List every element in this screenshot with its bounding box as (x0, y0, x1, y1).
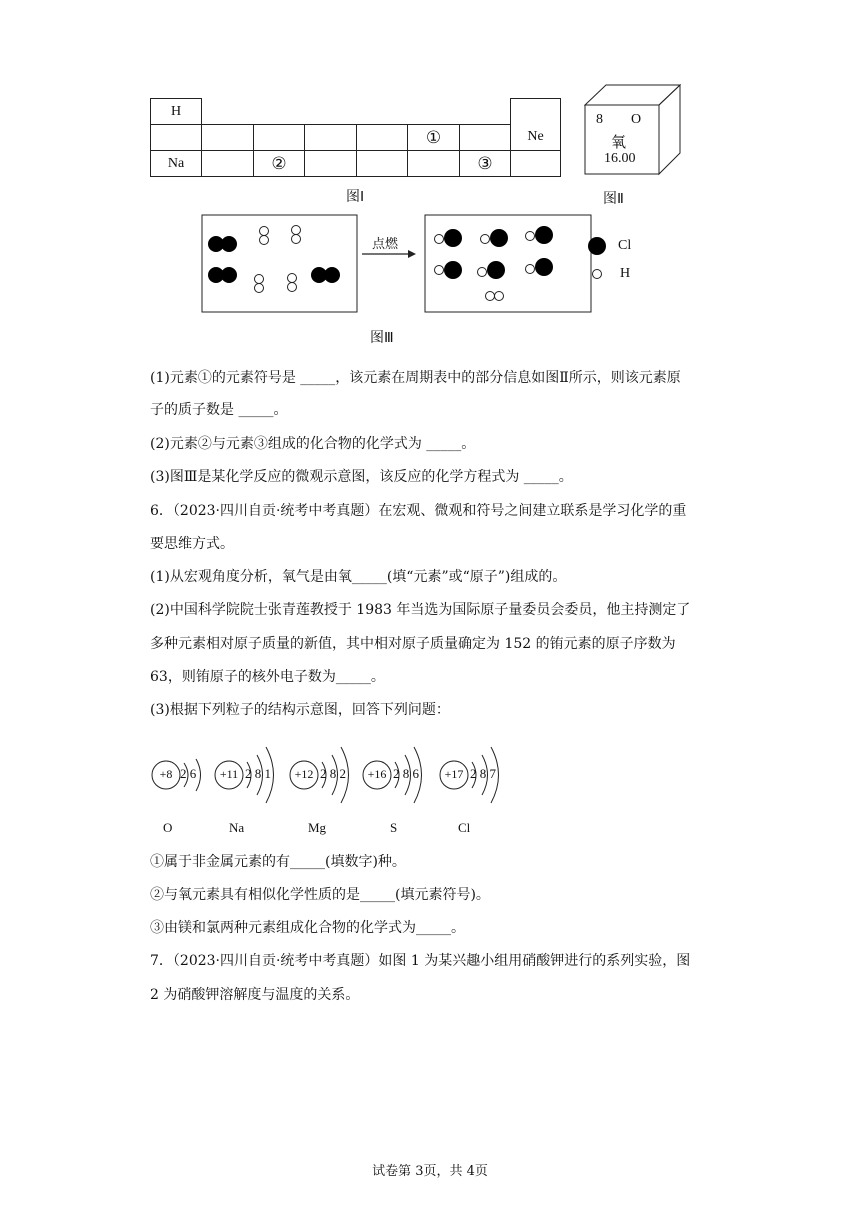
q5-part-2: (2)元素②与元素③组成的化合物的化学式为 _____。 (150, 436, 476, 452)
element-symbol: O (631, 112, 642, 127)
nucleus-mg: +12 (294, 767, 314, 781)
marker-3: ③ (477, 153, 493, 173)
shells-o: 2 6 (180, 766, 197, 781)
pt-symbol-na: Na (167, 155, 185, 171)
shells-na: 2 8 1 (245, 766, 271, 781)
h2-molecule (486, 292, 504, 301)
atomic-mass: 16.00 (604, 151, 636, 166)
symbol-cl: Cl (458, 820, 471, 835)
pt-cell (459, 124, 511, 151)
pt-cell (201, 124, 254, 151)
element-name: 氧 (611, 133, 627, 151)
nucleus-o: +8 (159, 767, 173, 781)
shells-mg: 2 8 2 (320, 766, 346, 781)
pt-cell (150, 124, 202, 151)
q6-part-2-cont: 多种元素相对原子质量的新值，其中相对原子质量确定为 152 的铕元素的原子序数为 (150, 636, 676, 652)
shells-cl: 2 8 7 (470, 766, 496, 781)
pt-cell (356, 150, 408, 177)
symbol-s: S (390, 820, 398, 835)
pt-cell (201, 150, 254, 177)
marker-2: ② (271, 153, 287, 173)
q6-part-1: (1)从宏观角度分析，氧气是由氧_____(填“元素”或“原子”)组成的。 (150, 569, 567, 585)
q7-intro-cont: 2 为硝酸钾溶解度与温度的关系。 (150, 987, 360, 1003)
pt-cell-marker-2 (253, 150, 305, 177)
figure-1-caption: 图Ⅰ (346, 188, 365, 204)
page-footer: 试卷第 3页，共 4页 (372, 1164, 488, 1179)
hcl-molecule (526, 258, 554, 276)
q6-part-2-cont-2: 63，则铕原子的核外电子数为_____。 (150, 669, 385, 685)
marker-1: ① (425, 127, 442, 147)
symbol-mg: Mg (308, 820, 327, 835)
legend-h-label: H (620, 266, 631, 281)
cl2-molecule (208, 236, 237, 252)
reaction-svg (195, 208, 655, 320)
h2-molecule (255, 275, 264, 293)
legend-cl-atom (588, 237, 606, 255)
q6-intro-cont: 要思维方式。 (150, 536, 234, 552)
pt-cell (407, 150, 460, 177)
figure-3-caption: 图Ⅲ (370, 329, 394, 345)
pt-cell-ne (510, 124, 561, 151)
q5-part-3: (3)图Ⅲ是某化学反应的微观示意图，该反应的化学方程式为 _____。 (150, 469, 573, 485)
arrow-label: 点燃 (372, 236, 399, 251)
cl2-molecule (311, 267, 340, 283)
h2-molecule (260, 227, 269, 245)
q6-sub-3: ③由镁和氯两种元素组成化合物的化学式为_____。 (150, 920, 465, 936)
pt-cell-marker-3 (459, 150, 511, 177)
h2-molecule (292, 226, 301, 244)
pt-cell-h (150, 98, 202, 125)
nucleus-cl: +17 (444, 767, 464, 781)
nucleus-na: +11 (219, 767, 239, 781)
hcl-molecule (435, 261, 463, 279)
pt-symbol-h: H (170, 103, 182, 119)
q5-part-1-cont: 子的质子数是 _____。 (150, 402, 288, 418)
q6-part-2: (2)中国科学院院士张青莲教授于 1983 年当选为国际原子量委员会委员，他主持测定了 (150, 602, 691, 618)
symbol-na: Na (229, 820, 245, 835)
pt-cell-ne-top (510, 98, 561, 125)
q7-intro: 7．（2023·四川自贡·统考中考真题）如图 1 为某兴趣小组用硝酸钾进行的系列实验，图 (150, 953, 691, 969)
nucleus-s: +16 (367, 767, 387, 781)
symbol-o: O (163, 820, 173, 835)
atomic-number: 8 (596, 112, 603, 127)
h2-molecule (288, 274, 297, 292)
pt-cell-marker-1 (407, 124, 460, 151)
hcl-molecule (478, 261, 506, 279)
pt-symbol-ne: Ne (527, 129, 544, 144)
pt-cell (253, 124, 305, 151)
cl2-molecule (208, 267, 237, 283)
q5-part-1: (1)元素①的元素符号是 _____，该元素在周期表中的部分信息如图Ⅱ所示，则该元素原 (150, 370, 681, 386)
hcl-molecule (481, 229, 509, 247)
reactant-box (202, 215, 357, 312)
figure-2-caption: 图Ⅱ (603, 190, 624, 206)
shells-s: 2 8 6 (393, 766, 419, 781)
hcl-molecule (435, 229, 463, 247)
q6-part-3: (3)根据下列粒子的结构示意图，回答下列问题： (150, 702, 450, 718)
pt-cell (304, 124, 357, 151)
pt-cell (304, 150, 357, 177)
legend-cl-label: Cl (618, 238, 632, 253)
pt-cell (510, 150, 561, 177)
hcl-molecule (526, 226, 554, 244)
q6-sub-1: ①属于非金属元素的有_____(填数字)种。 (150, 854, 406, 870)
legend-h-atom (593, 270, 602, 279)
q6-sub-2: ②与氧元素具有相似化学性质的是_____(填元素符号)。 (150, 887, 490, 903)
q6-intro: 6．（2023·四川自贡·统考中考真题）在宏观、微观和符号之间建立联系是学习化学的重 (150, 503, 687, 519)
pt-cell-na (150, 150, 202, 177)
pt-cell (356, 124, 408, 151)
